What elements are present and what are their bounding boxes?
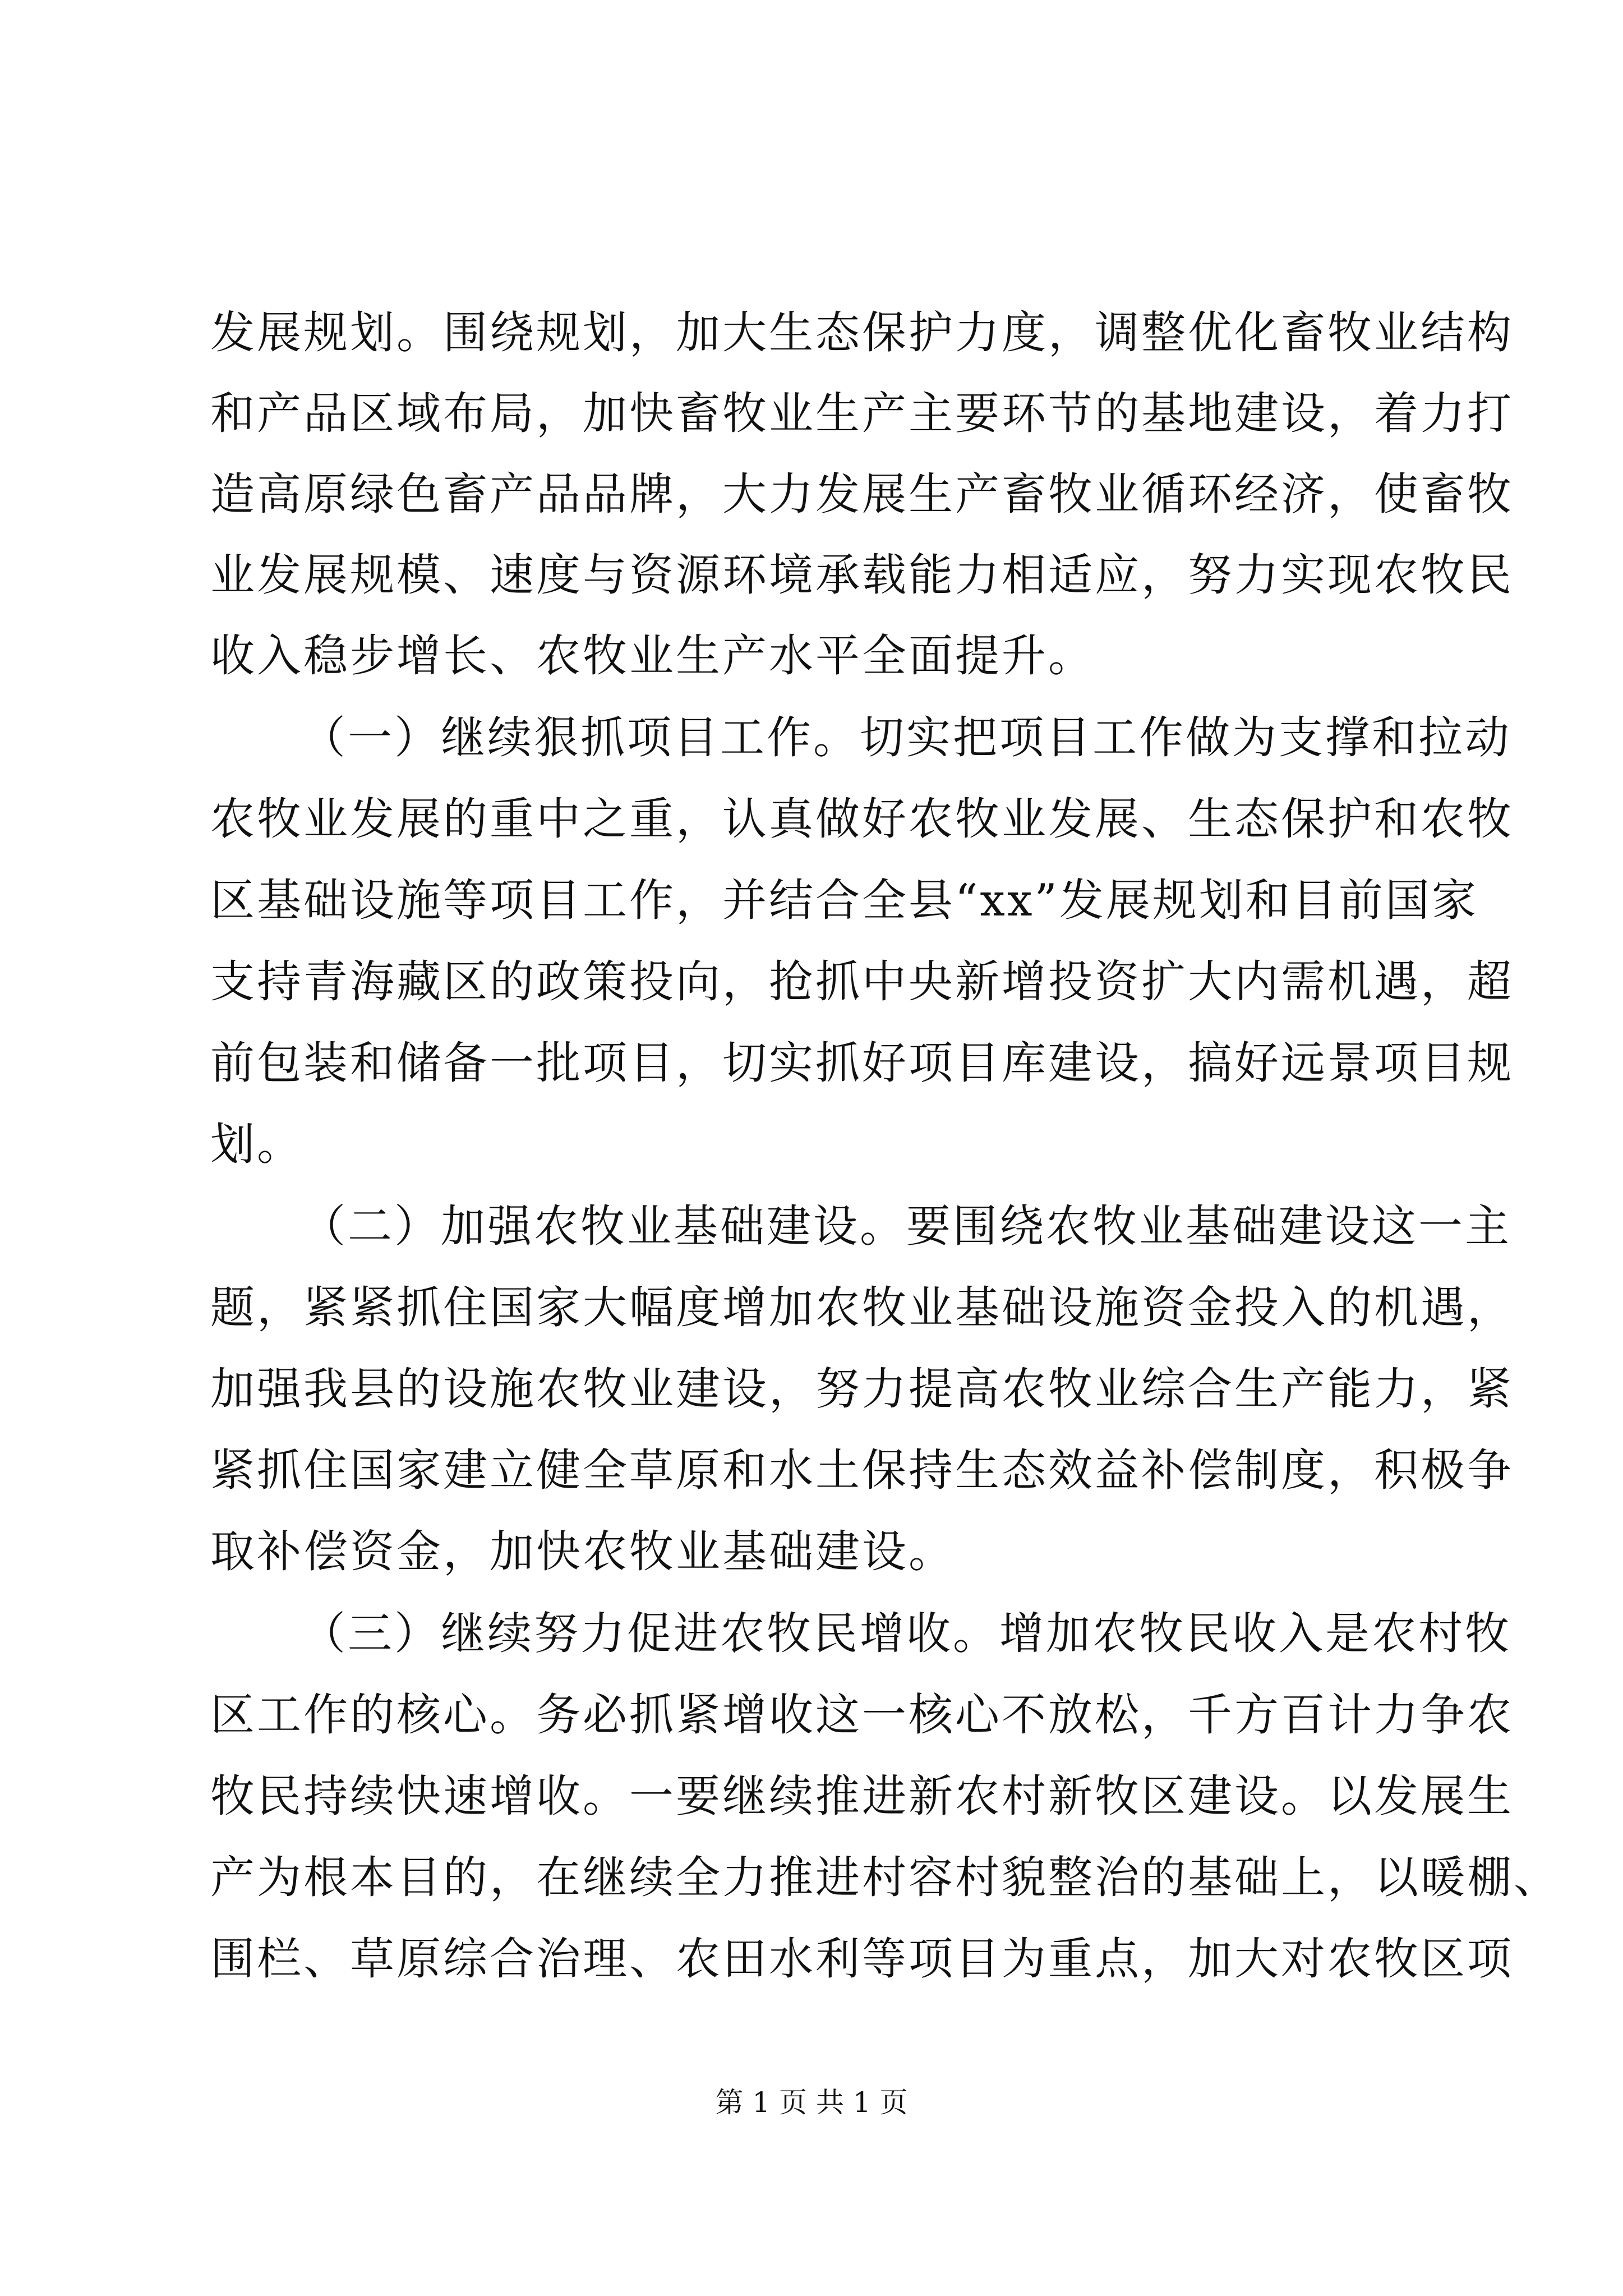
body-text-line: 产为根本目的，在继续全力推进村容村貌整治的基础上，以暖棚、 [210, 1852, 1560, 1903]
body-text-line: 牧民持续快速增收。一要继续推进新农村新牧区建设。以发展生 [210, 1770, 1514, 1822]
section-heading-line: （一）继续狠抓项目工作。切实把项目工作做为支撑和拉动 [301, 712, 1511, 763]
body-text-line: 区基础设施等项目工作，并结合全县“xx”发展规划和目前国家 [210, 875, 1478, 926]
body-text-line: 农牧业发展的重中之重，认真做好农牧业发展、生态保护和农牧 [210, 793, 1514, 845]
body-text-line: 题，紧紧抓住国家大幅度增加农牧业基础设施资金投入的机遇， [210, 1282, 1514, 1333]
body-text-line: 取补偿资金，加快农牧业基础建设。 [210, 1526, 955, 1577]
body-text-line: 支持青海藏区的政策投向，抢抓中央新增投资扩大内需机遇，超 [210, 956, 1514, 1007]
body-text-line: 划。 [210, 1119, 303, 1170]
body-text-line: 围栏、草原综合治理、农田水利等项目为重点，加大对农牧区项 [210, 1933, 1514, 1985]
section-heading-line: （二）加强农牧业基础建设。要围绕农牧业基础建设这一主 [301, 1200, 1511, 1252]
body-text-line: 业发展规模、速度与资源环境承载能力相适应，努力实现农牧民 [210, 549, 1514, 601]
body-text-line: 造高原绿色畜产品品牌，大力发展生产畜牧业循环经济，使畜牧 [210, 468, 1514, 520]
body-text-line: 加强我县的设施农牧业建设，努力提高农牧业综合生产能力，紧 [210, 1363, 1514, 1415]
body-text-line: 紧抓住国家建立健全草原和水土保持生态效益补偿制度，积极争 [210, 1444, 1514, 1496]
section-heading-line: （三）继续努力促进农牧民增收。增加农牧民收入是农村牧 [301, 1608, 1511, 1659]
body-text-line: 区工作的核心。务必抓紧增收这一核心不放松，千方百计力争农 [210, 1689, 1514, 1741]
page-footer: 第 1 页 共 1 页 [715, 2086, 908, 2119]
body-text-line: 发展规划。围绕规划，加大生态保护力度，调整优化畜牧业结构 [210, 307, 1514, 358]
body-text-line: 收入稳步增长、农牧业生产水平全面提升。 [210, 630, 1095, 682]
body-text-line: 前包装和储备一批项目，切实抓好项目库建设，搞好远景项目规 [210, 1037, 1514, 1089]
body-text-line: 和产品区域布局，加快畜牧业生产主要环节的基地建设，着力打 [210, 388, 1514, 439]
